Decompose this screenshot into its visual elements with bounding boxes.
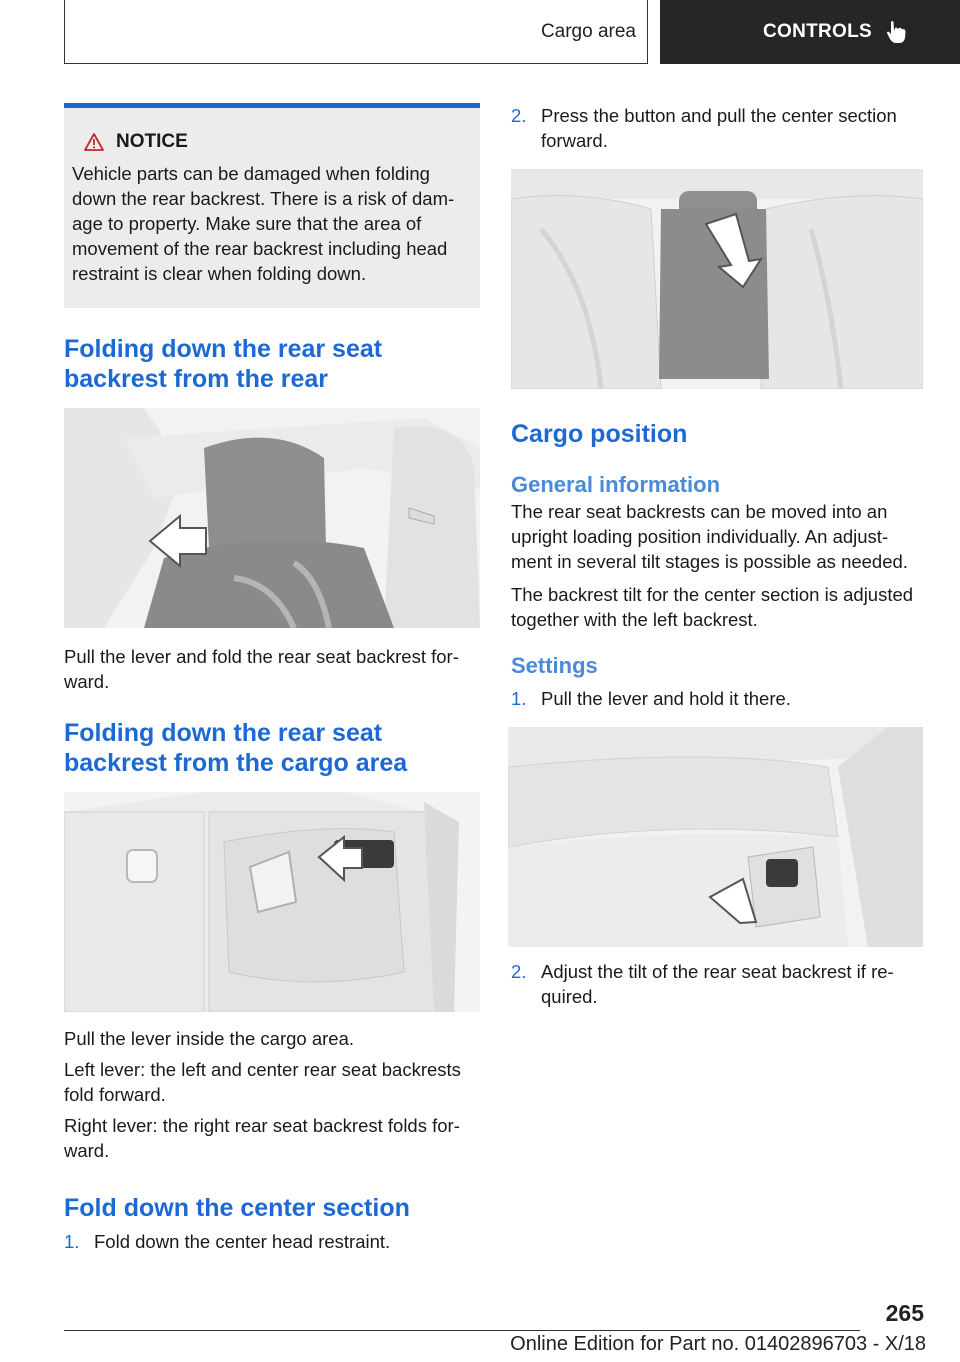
heading-fold-from-rear: Folding down the rear seat backrest from the rear — [64, 335, 383, 393]
pointing-hand-icon — [886, 20, 908, 44]
step-item — [511, 959, 923, 1009]
heading-fold-center: Fold down the center section — [64, 1194, 410, 1222]
figure-tilt-lever — [508, 727, 923, 947]
heading-settings: Settings — [511, 653, 598, 678]
text-left-lever: Left lever: the left and center rear seat backrests fold forward. — [64, 1059, 461, 1105]
heading-general-information: General information — [511, 472, 721, 497]
step-item — [64, 1229, 480, 1254]
step-number: 1. — [64, 1231, 80, 1252]
heading-cargo-position: Cargo position — [511, 420, 688, 448]
notice-box — [64, 103, 480, 308]
notice-heading — [84, 131, 472, 153]
step-number: 1. — [511, 688, 527, 709]
step-item — [511, 686, 923, 711]
figure-center-section — [511, 169, 923, 389]
step-text: Pull the lever and hold it there. — [541, 688, 791, 709]
warning-triangle-icon — [84, 133, 104, 151]
section-title: Cargo area — [540, 21, 636, 42]
step-item — [511, 103, 923, 153]
notice-text: Vehicle parts can be damaged when folding down the rear backrest. There is a risk of damage to property. Make sure that the area of movement of the rear backrest including head restraint is clear when folding down. — [72, 163, 455, 284]
page-number: 265 — [885, 1300, 924, 1326]
edition-footer: Online Edition for Part no. 01402896703 - X/18 — [510, 1333, 926, 1355]
figure-headrest-lever — [64, 408, 480, 628]
step-text: Press the button and pull the center section forward. — [541, 105, 897, 151]
text-general-1: The rear seat backrests can be moved into an upright loading position individually. An adjustment in several tilt stages is possible as needed. — [511, 501, 908, 572]
step-text: Adjust the tilt of the rear seat backrest if required. — [541, 961, 894, 1007]
text-fold-from-rear: Pull the lever and fold the rear seat backrest forward. — [64, 646, 459, 692]
step-number: 2. — [511, 961, 527, 982]
text-general-2: The backrest tilt for the center section is adjusted together with the left backrest. — [511, 584, 914, 630]
step-text: Fold down the center head restraint. — [94, 1231, 391, 1252]
chapter-title: CONTROLS — [763, 21, 873, 42]
footer-divider — [64, 1330, 860, 1331]
chapter-tab[interactable] — [660, 0, 960, 64]
notice-title: NOTICE — [116, 131, 188, 152]
text-pull-cargo-lever: Pull the lever inside the cargo area. — [64, 1028, 355, 1049]
right-column — [511, 103, 923, 1009]
heading-fold-from-cargo: Folding down the rear seat backrest from the cargo area — [64, 719, 408, 777]
left-column — [64, 103, 480, 1254]
text-right-lever: Right lever: the right rear seat backrest folds forward. — [64, 1115, 460, 1161]
figure-cargo-lever — [64, 792, 480, 1012]
step-number: 2. — [511, 105, 527, 126]
